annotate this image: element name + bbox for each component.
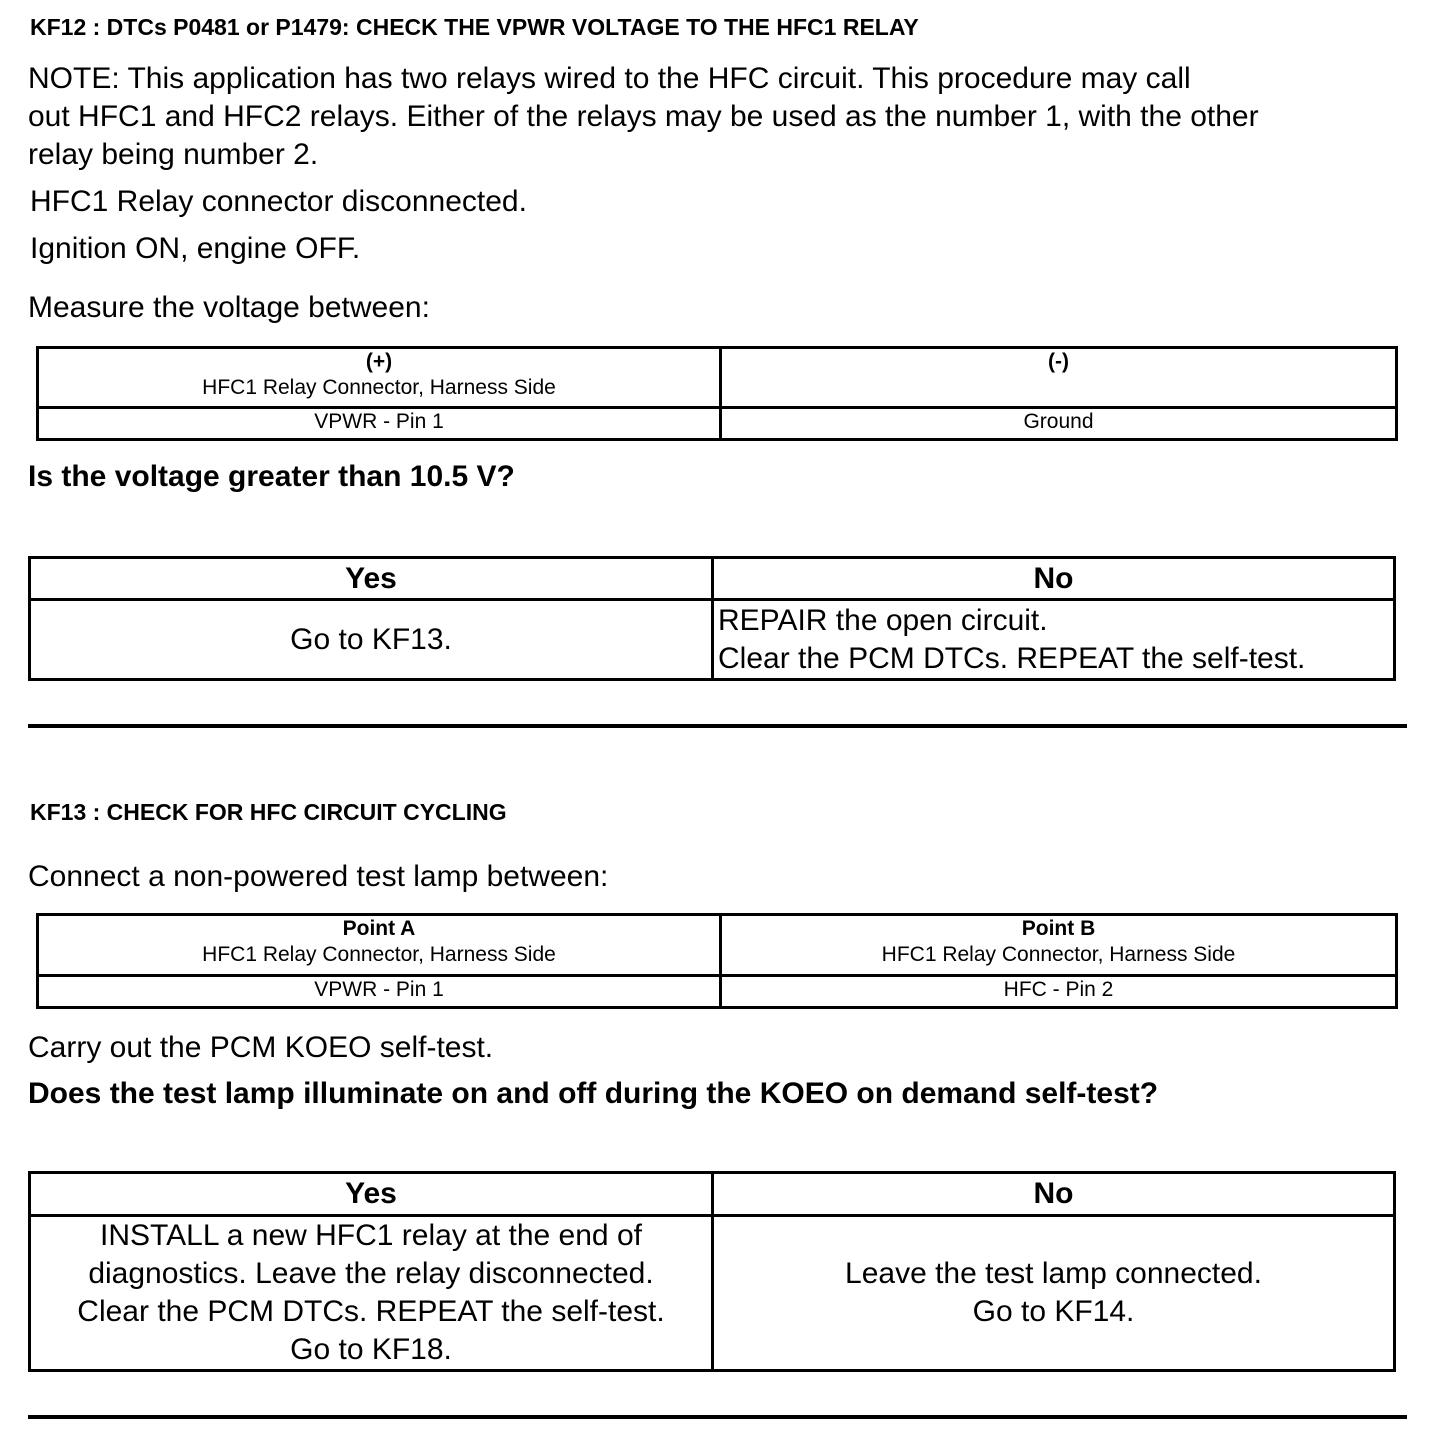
kf12-title: KF12 : DTCs P0481 or P1479: CHECK THE VPWR VOLTAGE TO THE HFC1 RELAY: [30, 14, 919, 40]
point-a-header: [38, 915, 721, 976]
plus-location: HFC1 Relay Connector, Harness Side: [202, 376, 556, 399]
minus-pin: Ground: [721, 408, 1397, 440]
point-a-label: Point A: [342, 917, 416, 940]
yes-header: Yes: [30, 558, 713, 600]
plus-pin: VPWR - Pin 1: [38, 408, 721, 440]
point-b-location: HFC1 Relay Connector, Harness Side: [881, 943, 1236, 966]
no-action: [713, 1216, 1395, 1371]
section-divider: [28, 724, 1407, 728]
yes-line: Clear the PCM DTCs. REPEAT the self-test.: [77, 1295, 665, 1328]
plus-label: (+): [365, 350, 393, 373]
kf13-lamp-table: [36, 913, 1398, 1009]
point-b-header: [721, 915, 1397, 976]
point-b-label: Point B: [1021, 917, 1096, 940]
note-line: relay being number 2.: [28, 138, 319, 171]
yes-line: INSTALL a new HFC1 relay at the end of: [100, 1219, 642, 1252]
kf13-question: Does the test lamp illuminate on and off during the KOEO on demand self-test?: [28, 1077, 1159, 1110]
no-action: [713, 600, 1395, 680]
minus-header: [721, 348, 1397, 408]
kf12-result-table: [28, 556, 1396, 681]
no-header: No: [713, 1173, 1395, 1216]
note-line: NOTE: This application has two relays wired to the HFC circuit. This procedure may call: [28, 62, 1191, 95]
kf13-result-table: [28, 1171, 1396, 1372]
yes-header: Yes: [30, 1173, 713, 1216]
kf12-note: [28, 60, 1259, 174]
note-line: out HFC1 and HFC2 relays. Either of the relays may be used as the number 1, with the other: [28, 100, 1259, 133]
kf12-measure-table: [36, 346, 1398, 441]
kf12-measure: Measure the voltage between:: [28, 291, 430, 324]
minus-label: (-): [1048, 350, 1069, 373]
section-divider: [28, 1415, 1407, 1419]
no-line: REPAIR the open circuit.: [718, 603, 1048, 637]
kf13-carry: Carry out the PCM KOEO self-test.: [28, 1031, 494, 1064]
yes-action: [30, 1216, 713, 1371]
kf13-connect: Connect a non-powered test lamp between:: [28, 860, 609, 893]
point-b-pin: HFC - Pin 2: [721, 976, 1397, 1008]
no-line: Clear the PCM DTCs. REPEAT the self-test.: [718, 641, 1306, 675]
point-a-pin: VPWR - Pin 1: [38, 976, 721, 1008]
no-header: No: [713, 558, 1395, 600]
no-line: Leave the test lamp connected.: [845, 1257, 1262, 1290]
no-line: Go to KF14.: [972, 1295, 1135, 1328]
yes-action: Go to KF13.: [30, 600, 713, 680]
kf12-step1: HFC1 Relay connector disconnected.: [30, 185, 527, 218]
kf12-step2: Ignition ON, engine OFF.: [30, 232, 361, 265]
plus-header: [38, 348, 721, 408]
yes-line: Go to KF18.: [290, 1333, 452, 1366]
kf12-question: Is the voltage greater than 10.5 V?: [28, 460, 515, 493]
yes-line: diagnostics. Leave the relay disconnected.: [88, 1257, 654, 1290]
kf13-title: KF13 : CHECK FOR HFC CIRCUIT CYCLING: [30, 799, 507, 825]
point-a-location: HFC1 Relay Connector, Harness Side: [202, 943, 556, 966]
